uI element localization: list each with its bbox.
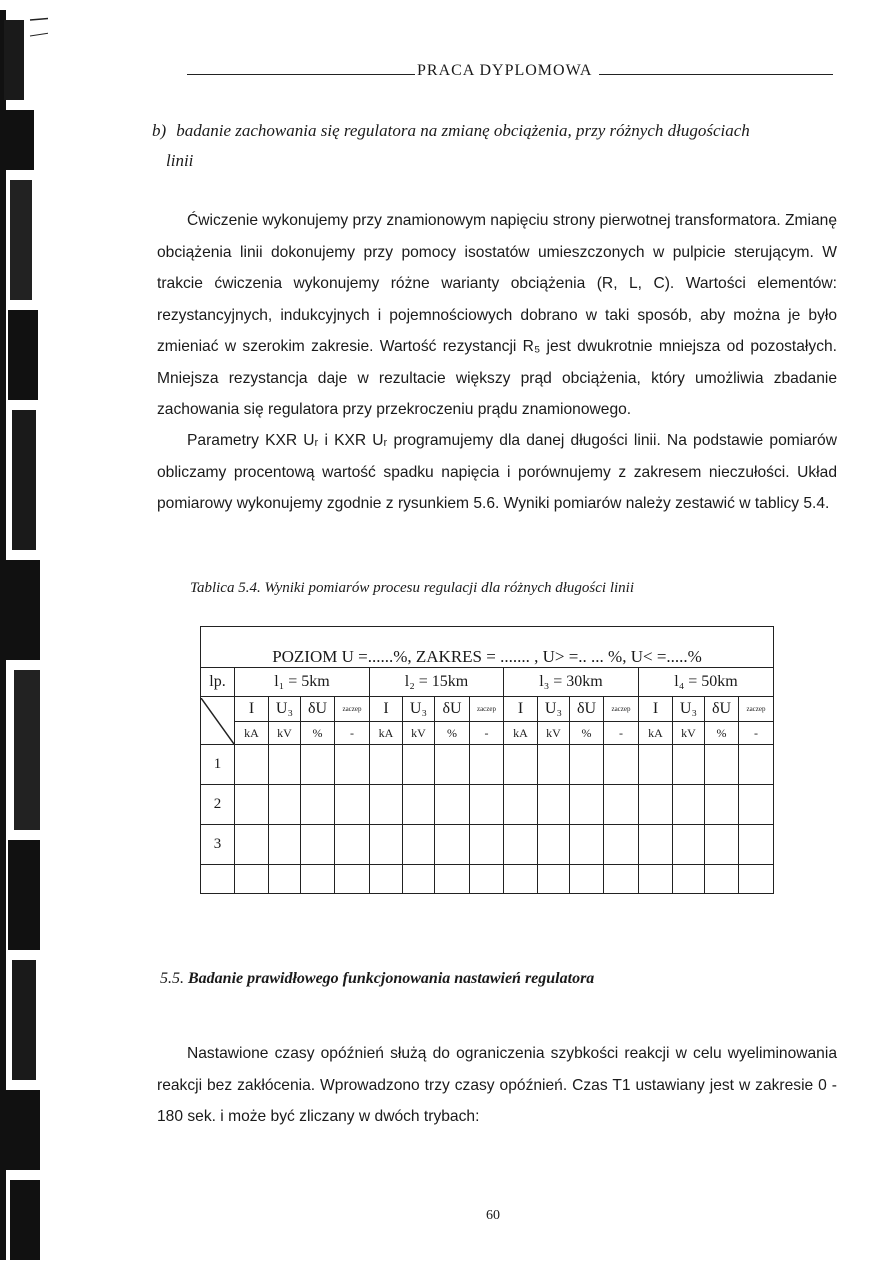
paragraph-3: Nastawione czasy opóźnień służą do ograniczenia szybkości reakcji w celu wyeliminowania reakcji bez zakłócenia. Wprowadzono trzy czasy opóźnień. Czas T1 ustawiany jest w zakresie 0 - 180 sek. i może być zliczany w dwóch trybach:	[157, 1045, 837, 1125]
header-title: PRACA DYPLOMOWA	[417, 62, 593, 79]
col-name: zaczep	[470, 697, 504, 722]
col-unit: kV	[538, 722, 570, 745]
section-title: Badanie prawidłowego funkcjonowania nastawień regulatora	[188, 970, 595, 987]
col-unit: -	[739, 722, 774, 745]
col-unit: kA	[504, 722, 538, 745]
col-unit: kA	[235, 722, 269, 745]
col-name: U₃	[673, 697, 705, 722]
col-name: δU	[301, 697, 335, 722]
col-name: δU	[705, 697, 739, 722]
length-header-4: l₄ = 50km	[639, 668, 774, 697]
col-name: zaczep	[739, 697, 774, 722]
section-b-title-line2: linii	[166, 151, 194, 170]
page-header	[187, 62, 833, 86]
col-name: I	[370, 697, 403, 722]
row-number: 3	[201, 825, 235, 865]
diagonal-line	[201, 698, 234, 744]
col-unit: %	[705, 722, 739, 745]
section-b-heading	[152, 116, 812, 176]
col-unit: -	[335, 722, 370, 745]
scan-binding-edge	[0, 0, 48, 1264]
diagonal-cell	[201, 697, 235, 745]
row-number: 2	[201, 785, 235, 825]
row-number: 1	[201, 745, 235, 785]
col-unit: kA	[639, 722, 673, 745]
col-unit: %	[435, 722, 470, 745]
col-unit: -	[470, 722, 504, 745]
col-name: I	[504, 697, 538, 722]
col-unit: kV	[403, 722, 435, 745]
paragraph-1: Ćwiczenie wykonujemy przy znamionowym napięciu strony pierwotnej transformatora. Zmianę obciążenia linii dokonujemy przy pomocy isostatów umieszczonych w pulpicie sterującym. W trakcie ćwiczenia wykonujemy różne warianty obciążenia (R, L, C). Wartości elementów: rezystancyjnych, indukcyjnych i pojemnościowych dobrano w taki sposób, aby można je było zmieniać w szerokim zakresie. Wartość rezystancji R₅ jest dwukrotnie mniejsza od pozostałych. Mniejsza rezystancja daje w rezultacie większy prąd obciążenia, który umożliwia zbadanie zachowania się regulatora przy przekroczeniu prądu znamionowego.	[157, 212, 837, 418]
table-caption: Tablica 5.4. Wyniki pomiarów procesu regulacji dla różnych długości linii	[190, 580, 635, 596]
length-header-2: l₂ = 15km	[370, 668, 504, 697]
table-row-partial	[201, 865, 774, 894]
col-unit: kV	[269, 722, 301, 745]
page-number: 60	[486, 1208, 500, 1223]
header-rule-right	[599, 74, 833, 75]
table-row	[201, 745, 774, 785]
col-name: U₃	[269, 697, 301, 722]
col-name: zaczep	[604, 697, 639, 722]
lp-header: lp.	[201, 668, 235, 697]
length-header-3: l₃ = 30km	[504, 668, 639, 697]
col-unit: %	[570, 722, 604, 745]
col-unit: kV	[673, 722, 705, 745]
length-header-1: l₁ = 5km	[235, 668, 370, 697]
table-row	[201, 785, 774, 825]
col-name: δU	[570, 697, 604, 722]
col-name: U₃	[538, 697, 570, 722]
section-5-5-heading	[160, 970, 594, 988]
col-name: δU	[435, 697, 470, 722]
header-rule-left	[187, 74, 415, 75]
col-name: zaczep	[335, 697, 370, 722]
col-name: U₃	[403, 697, 435, 722]
section-number: 5.5.	[160, 970, 184, 987]
paragraph-2: Parametry KXR Uᵣ i KXR Uᵣ programujemy dla danej długości linii. Na podstawie pomiarów obliczamy procentową wartość spadku napięcia i porównujemy z zakresem nieczułości. Układ pomiarowy wykonujemy zgodnie z rysunkiem 5.6. Wyniki pomiarów należy zestawić w tablicy 5.4.	[157, 432, 837, 512]
col-name: I	[235, 697, 269, 722]
measurement-table	[200, 626, 774, 894]
col-name: I	[639, 697, 673, 722]
col-unit: kA	[370, 722, 403, 745]
table-header-settings: POZIOM U =......%, ZAKRES = ....... , U> =.. ... %, U< =.....%	[201, 627, 774, 668]
col-unit: %	[301, 722, 335, 745]
section-b-title-line1: badanie zachowania się regulatora na zmianę obciążenia, przy różnych długościach	[176, 121, 750, 140]
col-unit: -	[604, 722, 639, 745]
section-b-label: b)	[152, 121, 167, 140]
table-row	[201, 825, 774, 865]
